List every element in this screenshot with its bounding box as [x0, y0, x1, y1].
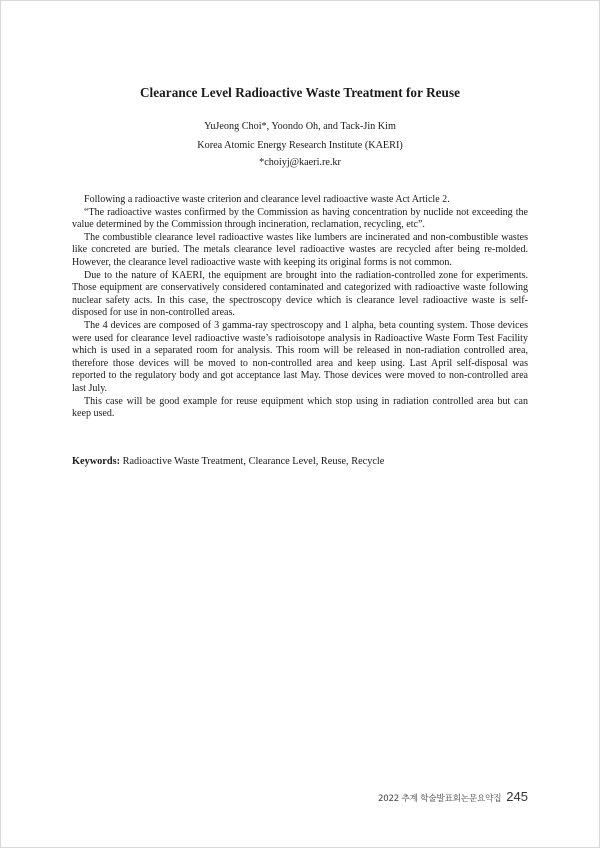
- corresponding-email: *choiyj@kaeri.re.kr: [259, 157, 341, 168]
- paragraph: “The radioactive wastes confirmed by the Commission as having concentration by nuclide not exceeding the value determined by the Commission through incineration, reclamation, recycling, etc”.: [72, 206, 528, 231]
- author-list: YuJeong Choi*, Yoondo Oh, and Tack-Jin Kim: [204, 121, 396, 132]
- keywords-label: Keywords:: [72, 456, 121, 467]
- paragraph: This case will be good example for reuse equipment which stop using in radiation controlled area but can keep used.: [72, 395, 528, 420]
- page-footer: [378, 789, 528, 804]
- paragraph: The combustible clearance level radioactive wastes like lumbers are incinerated and non-combustible wastes like concreted are buried. The metals clearance level radioactive wastes are recycled after being re-molded. However, the clearance level radioactive waste with keeping its original forms is not common.: [72, 231, 528, 268]
- keywords-text: Radioactive Waste Treatment, Clearance Level, Reuse, Recycle: [120, 456, 385, 467]
- abstract-body: [72, 194, 528, 421]
- paper-title: Clearance Level Radioactive Waste Treatment for Reuse: [139, 85, 461, 100]
- page-number: 245: [506, 789, 528, 804]
- paragraph: The 4 devices are composed of 3 gamma-ray spectroscopy and 1 alpha, beta counting system. Those devices were used for clearance level radioactive waste’s radioisotope analysis in Radioactive Waste Form Test Facility which is used in a separated room for analysis. This room will be released in non-radiation controlled area, therefore those devices will be moved to non-controlled area and keep using. Last April self-disposal was reported to the regulatory body and got acceptance last May. Those devices were moved to non-controlled area last July.: [72, 319, 528, 394]
- paragraph: Due to the nature of KAERI, the equipment are brought into the radiation-controlled zone for experiments. Those equipment are conservatively considered contaminated and categorized with radioactive waste following nuclear safety acts. In this case, the spectroscopy device which is clearance level radioactive waste is self-disposed for use in non-controlled areas.: [72, 269, 528, 319]
- author-affiliation: Korea Atomic Energy Research Institute (KAERI): [197, 140, 403, 151]
- keywords-line: [72, 456, 528, 467]
- running-title: 2022 추계 학술발표회논문요약집: [377, 794, 502, 804]
- paragraph: Following a radioactive waste criterion and clearance level radioactive waste Act Article 2.: [84, 194, 450, 205]
